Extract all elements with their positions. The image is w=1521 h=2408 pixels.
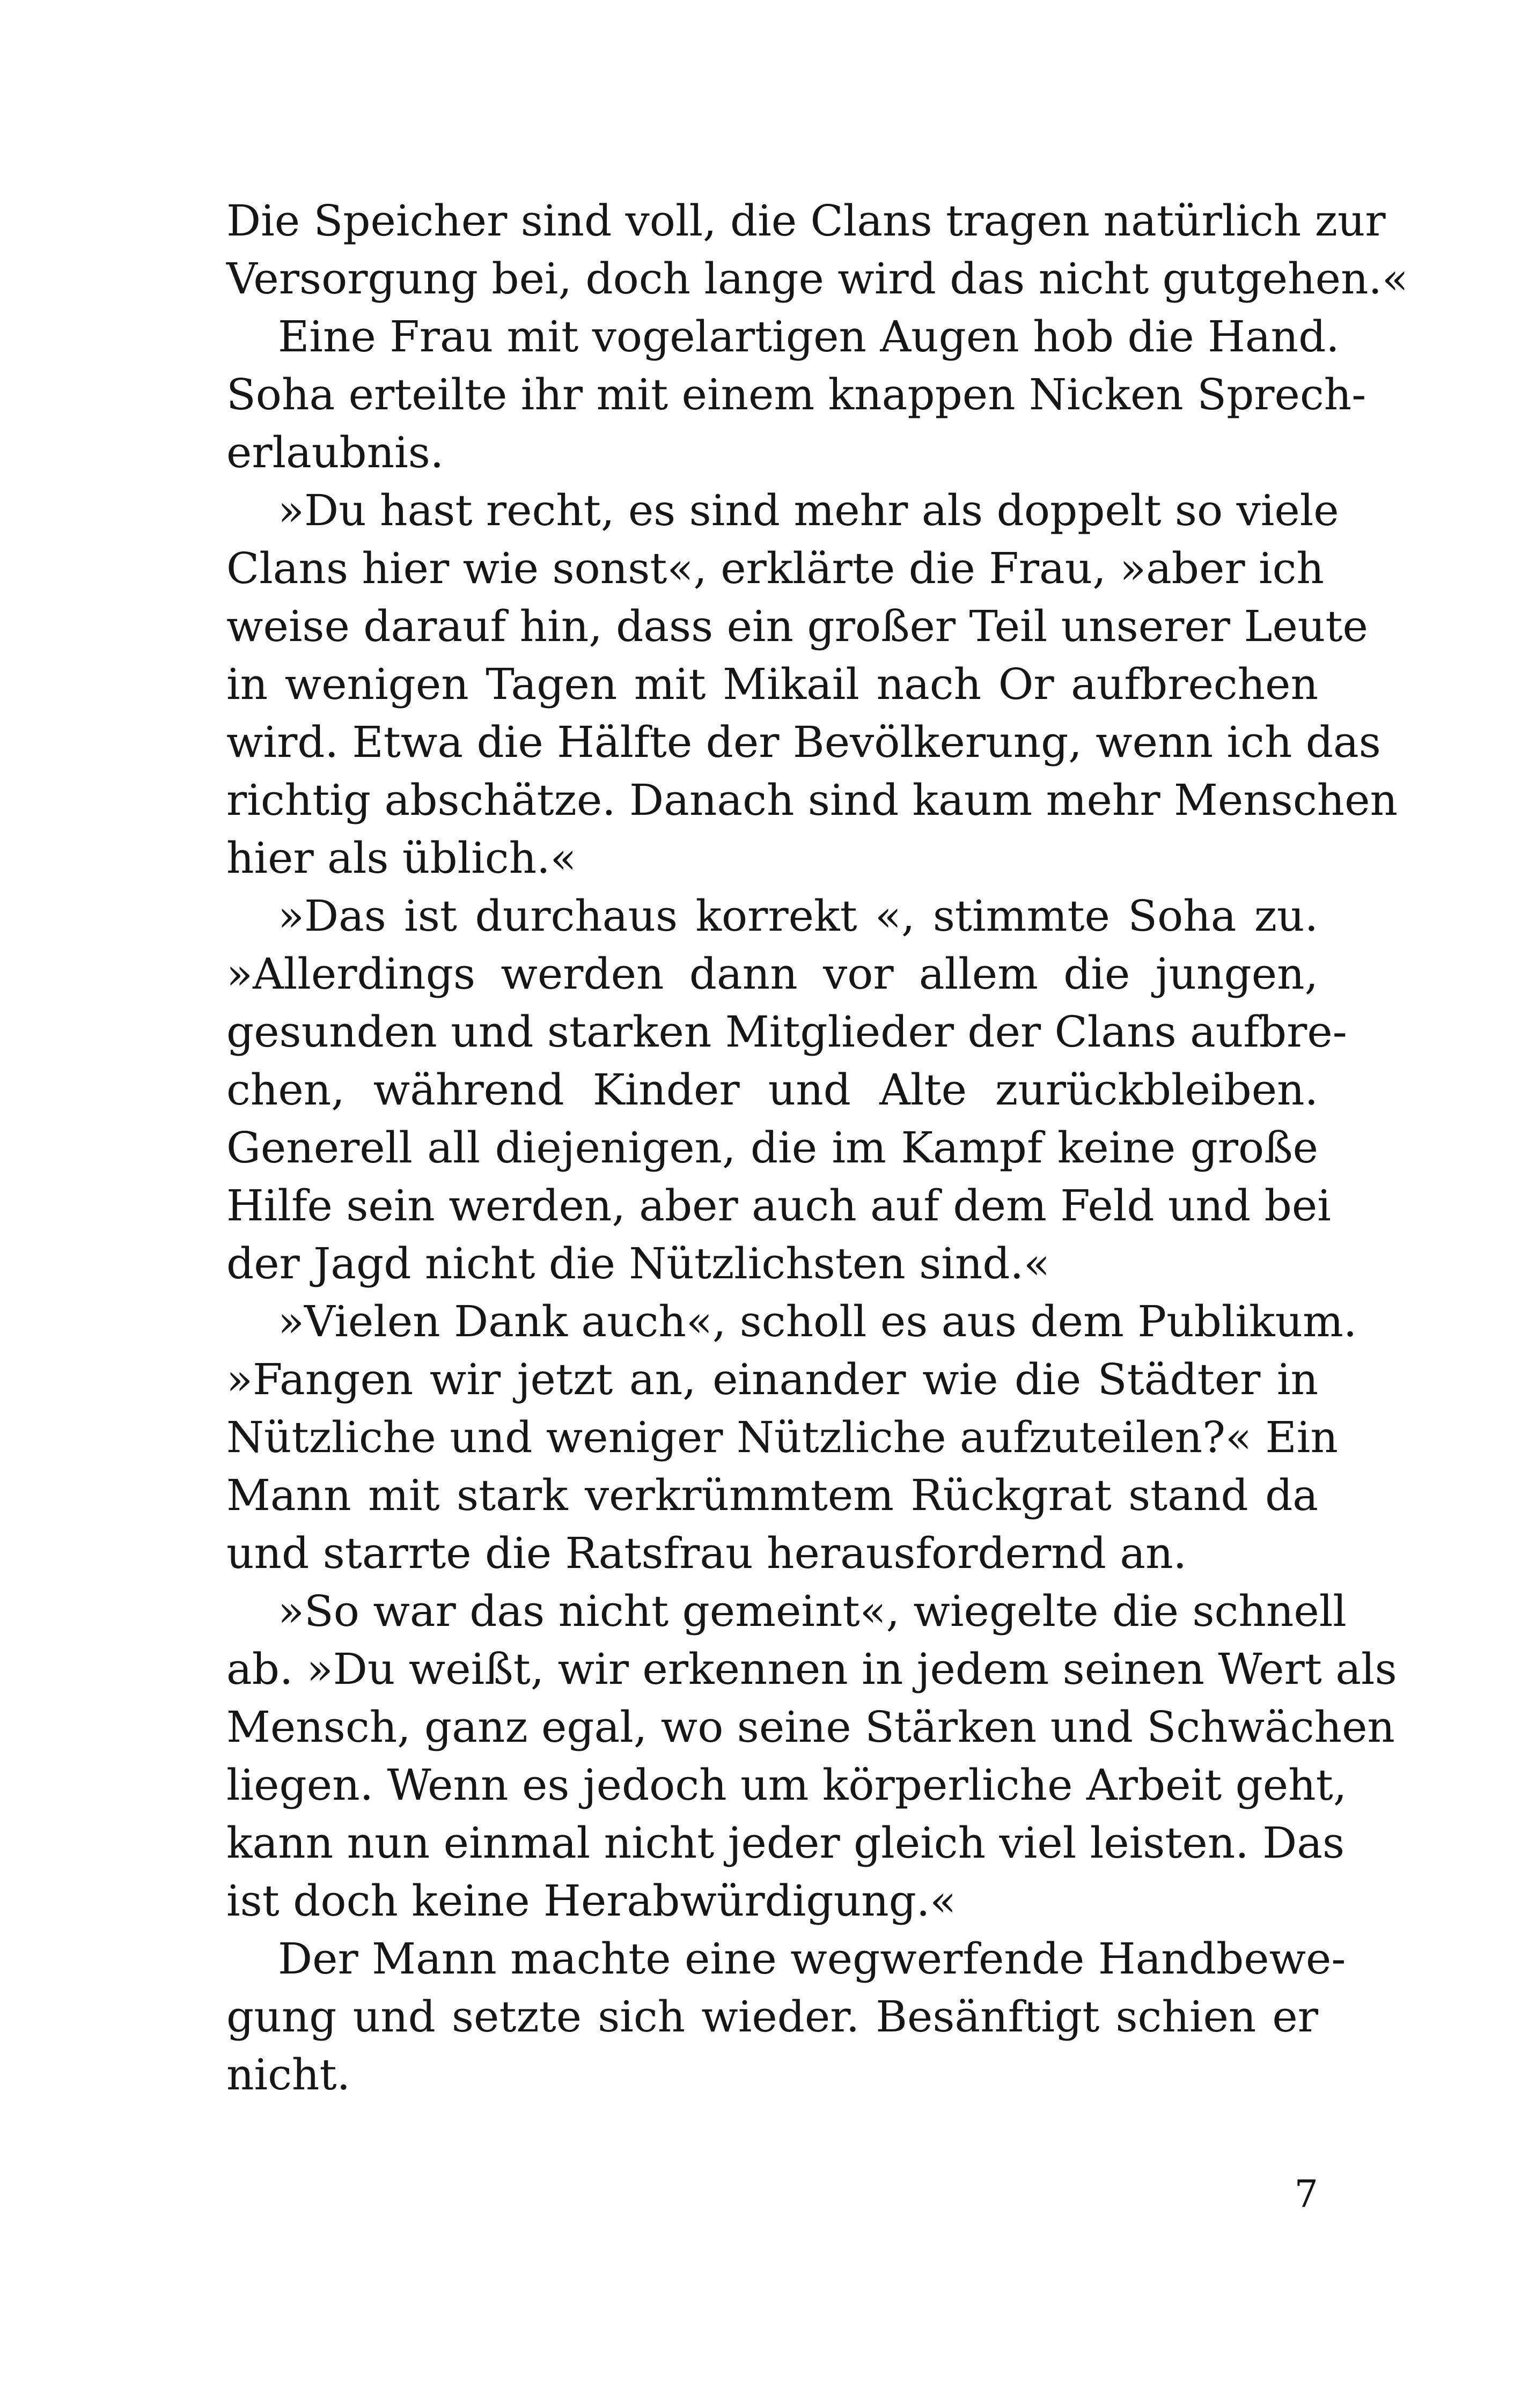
text-line: Nützliche und weniger Nützliche aufzuteilen?« Ein [226,1412,1338,1462]
text-line: hier als üblich.« [226,833,577,883]
text-line: ab. »Du weißt, wir erkennen in jedem seinen Wert als [226,1644,1397,1694]
text-line: gesunden und starken Mitglieder der Clans aufbre- [226,1007,1347,1057]
text-line: gung und setzte sich wieder. Besänftigt schien er [226,1992,1318,2042]
text-line: in wenigen Tagen mit Mikail nach Or aufbrechen [226,659,1318,709]
page-number: 7 [1294,2172,1318,2216]
text-line: »Das ist durchaus korrekt «, stimmte Soha zu. [278,891,1318,941]
text-line: richtig abschätze. Danach sind kaum mehr Menschen [226,775,1398,825]
text-line: Eine Frau mit vogelartigen Augen hob die Hand. [278,312,1340,362]
text-line: Generell all diejenigen, die im Kampf keine große [226,1123,1318,1173]
text-line: wird. Etwa die Hälfte der Bevölkerung, wenn ich das [226,717,1381,767]
text-line: Mann mit stark verkrümmtem Rückgrat stand da [226,1470,1318,1520]
text-line: Versorgung bei, doch lange wird das nicht gutgehen.« [226,254,1408,304]
text-line: »So war das nicht gemeint«, wiegelte die schnell [278,1586,1347,1636]
text-line: erlaubnis. [226,428,444,477]
text-line: Mensch, ganz egal, wo seine Stärken und Schwächen [226,1702,1395,1752]
text-line: Clans hier wie sonst«, erklärte die Frau, »aber ich [226,543,1324,593]
text-line: »Fangen wir jetzt an, einander wie die Städter in [226,1354,1318,1404]
text-line: ist doch keine Herabwürdigung.« [226,1876,957,1926]
text-line: Hilfe sein werden, aber auch auf dem Feld und bei [226,1181,1331,1231]
text-line: »Vielen Dank auch«, scholl es aus dem Publikum. [278,1297,1357,1346]
text-line: liegen. Wenn es jedoch um körperliche Arbeit geht, [226,1760,1347,1810]
text-line: »Allerdings werden dann vor allem die jungen, [226,949,1318,999]
text-line: nicht. [226,2050,351,2100]
text-line: chen, während Kinder und Alte zurückbleiben. [226,1065,1318,1115]
text-line: weise darauf hin, dass ein großer Teil unserer Leute [226,601,1368,651]
text-line: der Jagd nicht die Nützlichsten sind.« [226,1239,1050,1288]
text-line: kann nun einmal nicht jeder gleich viel leisten. Das [226,1818,1345,1868]
text-line: und starrte die Ratsfrau herausfordernd an. [226,1528,1187,1578]
text-line: Die Speicher sind voll, die Clans tragen natürlich zur [226,196,1386,246]
text-line: Der Mann machte eine wegwerfende Handbewe- [278,1934,1346,1984]
text-line: »Du hast recht, es sind mehr als doppelt so viele [278,485,1339,535]
body-text [226,192,1408,2104]
text-line: Soha erteilte ihr mit einem knappen Nicken Sprech- [226,370,1366,419]
